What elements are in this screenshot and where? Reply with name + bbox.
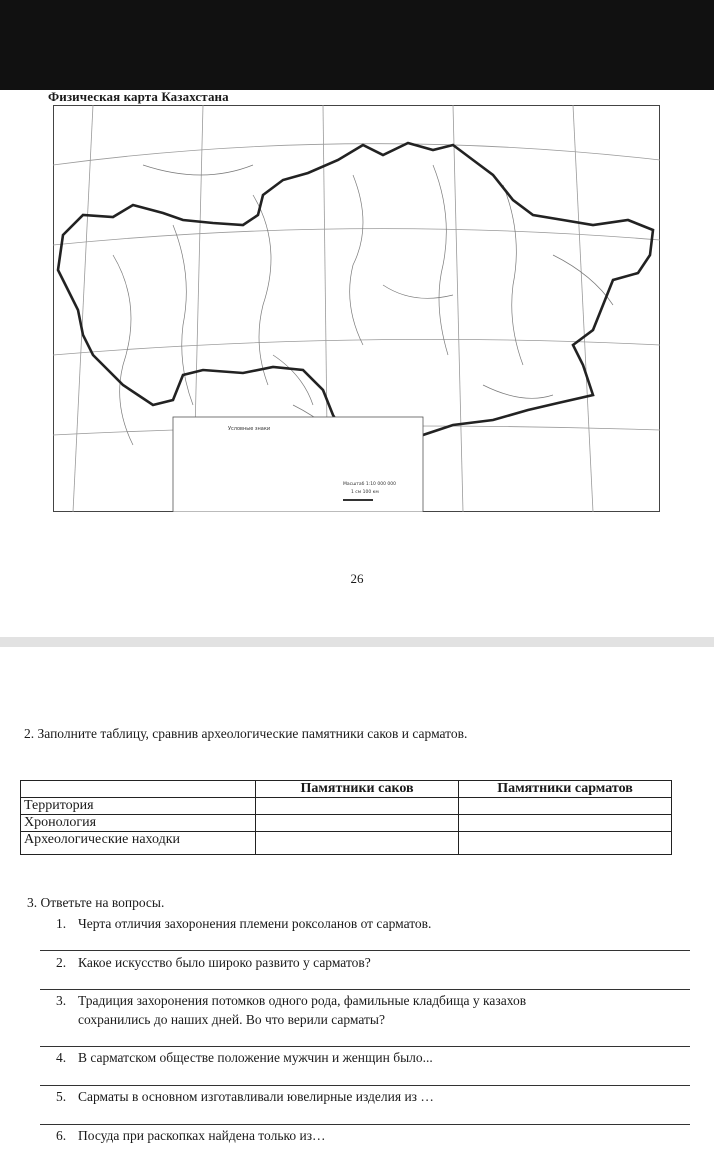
question-text: Сарматы в основном изготавливали ювелирные изделия из … — [78, 1089, 434, 1104]
table-header-empty — [21, 781, 256, 798]
answer-line-5[interactable] — [40, 1124, 690, 1125]
table-row — [21, 832, 672, 855]
question-number: 2. — [56, 955, 67, 970]
answer-line-3[interactable] — [40, 1046, 690, 1047]
question-6 — [56, 1126, 676, 1145]
question-text: Черта отличия захоронения племени роксоланов от сарматов. — [78, 916, 432, 931]
map-scale-bar — [343, 499, 373, 501]
row-label-finds: Археологические находки — [21, 832, 256, 855]
answer-line-1[interactable] — [40, 950, 690, 951]
question-number: 1. — [56, 916, 67, 931]
page-number: 26 — [350, 571, 364, 586]
table-cell[interactable] — [459, 798, 672, 815]
map-scale-sub: 1 см 100 км — [351, 490, 379, 495]
task2-instruction: 2. Заполните таблицу, сравнив археологические памятники саков и сарматов. — [24, 726, 468, 741]
question-text: В сарматском обществе положение мужчин и женщин было... — [78, 1050, 433, 1065]
kazakhstan-outline-map — [53, 105, 660, 512]
question-text-continued: сохранились до наших дней. Во что верили сарматы? — [78, 1012, 385, 1027]
question-text: Посуда при раскопках найдена только из… — [78, 1128, 326, 1143]
question-text: Традиция захоронения потомков одного рода, фамильные кладбища у казахов — [78, 993, 527, 1008]
legend-inset-box — [173, 417, 423, 512]
comparison-table — [20, 780, 672, 855]
answer-line-2[interactable] — [40, 989, 690, 990]
table-cell[interactable] — [459, 815, 672, 832]
question-number: 3. — [56, 993, 67, 1008]
table-row — [21, 815, 672, 832]
table-cell[interactable] — [256, 798, 459, 815]
map-title: Физическая карта Казахстана — [48, 89, 229, 104]
question-1 — [56, 914, 676, 933]
question-number: 4. — [56, 1050, 67, 1065]
task3-heading: 3. Ответьте на вопросы. — [27, 895, 165, 910]
table-header-sarmaty: Памятники сарматов — [459, 781, 672, 798]
table-header-saki: Памятники саков — [256, 781, 459, 798]
table-cell[interactable] — [459, 832, 672, 855]
map-scale-label: Масштаб 1:10 000 000 — [343, 482, 396, 487]
question-2 — [56, 953, 676, 972]
dark-header-bar — [0, 0, 714, 90]
table-header-row — [21, 781, 672, 798]
row-label-chronology: Хронология — [21, 815, 256, 832]
question-text: Какое искусство было широко развито у сарматов? — [78, 955, 371, 970]
page-separator — [0, 637, 714, 647]
table-row — [21, 798, 672, 815]
question-number: 5. — [56, 1089, 67, 1104]
question-4 — [56, 1048, 676, 1067]
question-3 — [56, 991, 676, 1029]
row-label-territory: Территория — [21, 798, 256, 815]
legend-inset-label: Условные знаки — [228, 426, 271, 432]
table-cell[interactable] — [256, 815, 459, 832]
question-5 — [56, 1087, 676, 1106]
question-number: 6. — [56, 1128, 67, 1143]
table-cell[interactable] — [256, 832, 459, 855]
answer-line-4[interactable] — [40, 1085, 690, 1086]
